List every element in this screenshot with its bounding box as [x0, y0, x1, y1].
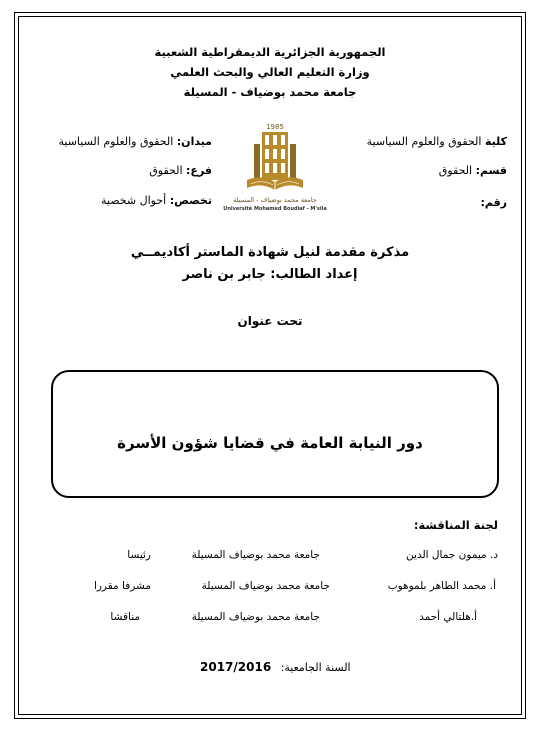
- jury-member-university: جامعة محمد بوضياف المسيلة: [191, 611, 320, 623]
- academic-year-value: 2017/2016: [200, 660, 272, 674]
- faculty-label: كلية: [484, 135, 507, 148]
- under-title-label: تحت عنوان: [237, 314, 303, 328]
- specialty-line: [101, 194, 212, 207]
- number-line: [480, 196, 507, 209]
- faculty-line: [367, 135, 507, 148]
- jury-member-name: أ.هلتالي أحمد: [419, 611, 477, 623]
- logo-name-ar: جامعة محمد بوضياف - المسيلة: [233, 196, 317, 204]
- student-line: [0, 267, 540, 282]
- university-heading: جامعة محمد بوضياف - المسيلة: [183, 85, 357, 99]
- logo-year: 1985: [266, 123, 284, 131]
- section-line: [439, 164, 507, 177]
- jury-member-role: مناقشا: [110, 611, 140, 623]
- academic-year-line: [200, 660, 351, 674]
- section-value: الحقوق: [438, 164, 473, 177]
- branch-value: الحقوق: [149, 164, 183, 177]
- jury-member-university: جامعة محمد بوضياف المسيلة: [191, 549, 320, 561]
- student-name: جابر بن ناصر: [182, 267, 266, 282]
- field-line: [59, 135, 213, 148]
- jury-member-name: د. ميمون جمال الدين: [406, 549, 498, 561]
- jury-member-name: أ. محمد الطاهر بلموهوب: [387, 580, 496, 592]
- academic-year-label: السنة الجامعية:: [280, 661, 351, 674]
- section-label: قسم:: [475, 164, 507, 177]
- jury-member-university: جامعة محمد بوضياف المسيلة: [201, 580, 330, 592]
- thesis-title: دور النيابة العامة في قضايا شؤون الأسرة: [117, 434, 423, 452]
- branch-label: فرع:: [186, 164, 212, 177]
- faculty-value: الحقوق والعلوم السياسية: [366, 135, 482, 148]
- jury-member-role: رئيسا: [127, 549, 151, 561]
- degree-line: مذكرة مقدمة لنيل شهادة الماستر أكاديمــي: [130, 245, 410, 260]
- republic-heading: الجمهورية الجزائرية الديمقراطية الشعبية: [154, 45, 386, 59]
- student-label: إعداد الطالب:: [270, 267, 358, 282]
- field-label: ميدان:: [176, 135, 212, 148]
- tower-book-emblem: [225, 118, 325, 196]
- branch-line: [149, 164, 212, 177]
- number-label: رقم:: [480, 196, 507, 209]
- field-value: الحقوق والعلوم السياسية: [58, 135, 174, 148]
- ministry-heading: وزارة التعليم العالي والبحث العلمي: [170, 65, 370, 79]
- specialty-value: أحوال شخصية: [101, 194, 167, 207]
- specialty-label: تخصص:: [169, 194, 212, 207]
- jury-member-role: مشرفا مقررا: [93, 580, 151, 592]
- jury-heading: لجنة المناقشة:: [413, 518, 498, 532]
- logo-name-fr: Université Mohamed Boudiaf - M'sila: [223, 206, 327, 212]
